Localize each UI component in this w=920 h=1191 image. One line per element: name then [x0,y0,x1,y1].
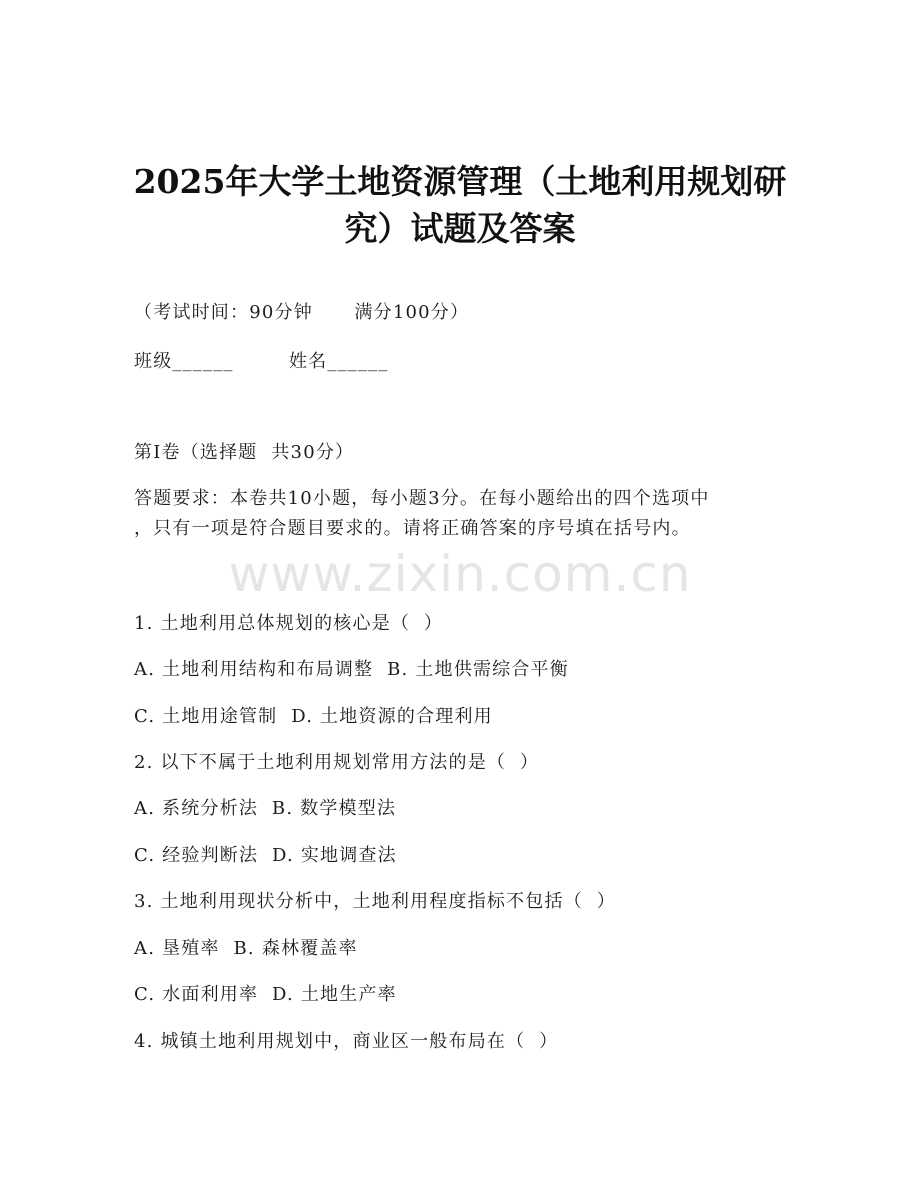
watermark: www.zixin.com.cn [228,545,692,603]
question-4-stem: 4. 城镇土地利用规划中，商业区一般布局在（ ） [134,1031,559,1052]
question-1-options-ab: A. 土地利用结构和布局调整 B. 土地供需综合平衡 [134,659,569,680]
class-name-fields: 班级______ 姓名______ [134,351,389,372]
exam-title-line-1: 2025年大学土地资源管理（土地利用规划研 [133,162,787,201]
question-1-options-cd: C. 土地用途管制 D. 土地资源的合理利用 [134,706,493,727]
section-instruction-2: ，只有一项是符合题目要求的。请将正确答案的序号填在括号内。 [134,518,691,539]
question-3-options-cd: C. 水面利用率 D. 土地生产率 [134,984,397,1005]
exam-title-line-2: 究）试题及答案 [344,209,576,248]
question-3-options-ab: A. 垦殖率 B. 森林覆盖率 [134,938,358,959]
section-instruction-1: 答题要求：本卷共10小题，每小题3分。在每小题给出的四个选项中 [134,488,710,509]
exam-time-score: （考试时间：90分钟 满分100分） [134,302,470,323]
question-3-stem: 3. 土地利用现状分析中，土地利用程度指标不包括（ ） [134,891,616,912]
question-2-stem: 2. 以下不属于土地利用规划常用方法的是（ ） [134,752,540,773]
section-heading: 第Ⅰ卷（选择题 共30分） [134,442,355,463]
question-2-options-ab: A. 系统分析法 B. 数学模型法 [134,798,397,819]
question-1-stem: 1. 土地利用总体规划的核心是（ ） [134,613,444,634]
question-2-options-cd: C. 经验判断法 D. 实地调查法 [134,845,397,866]
